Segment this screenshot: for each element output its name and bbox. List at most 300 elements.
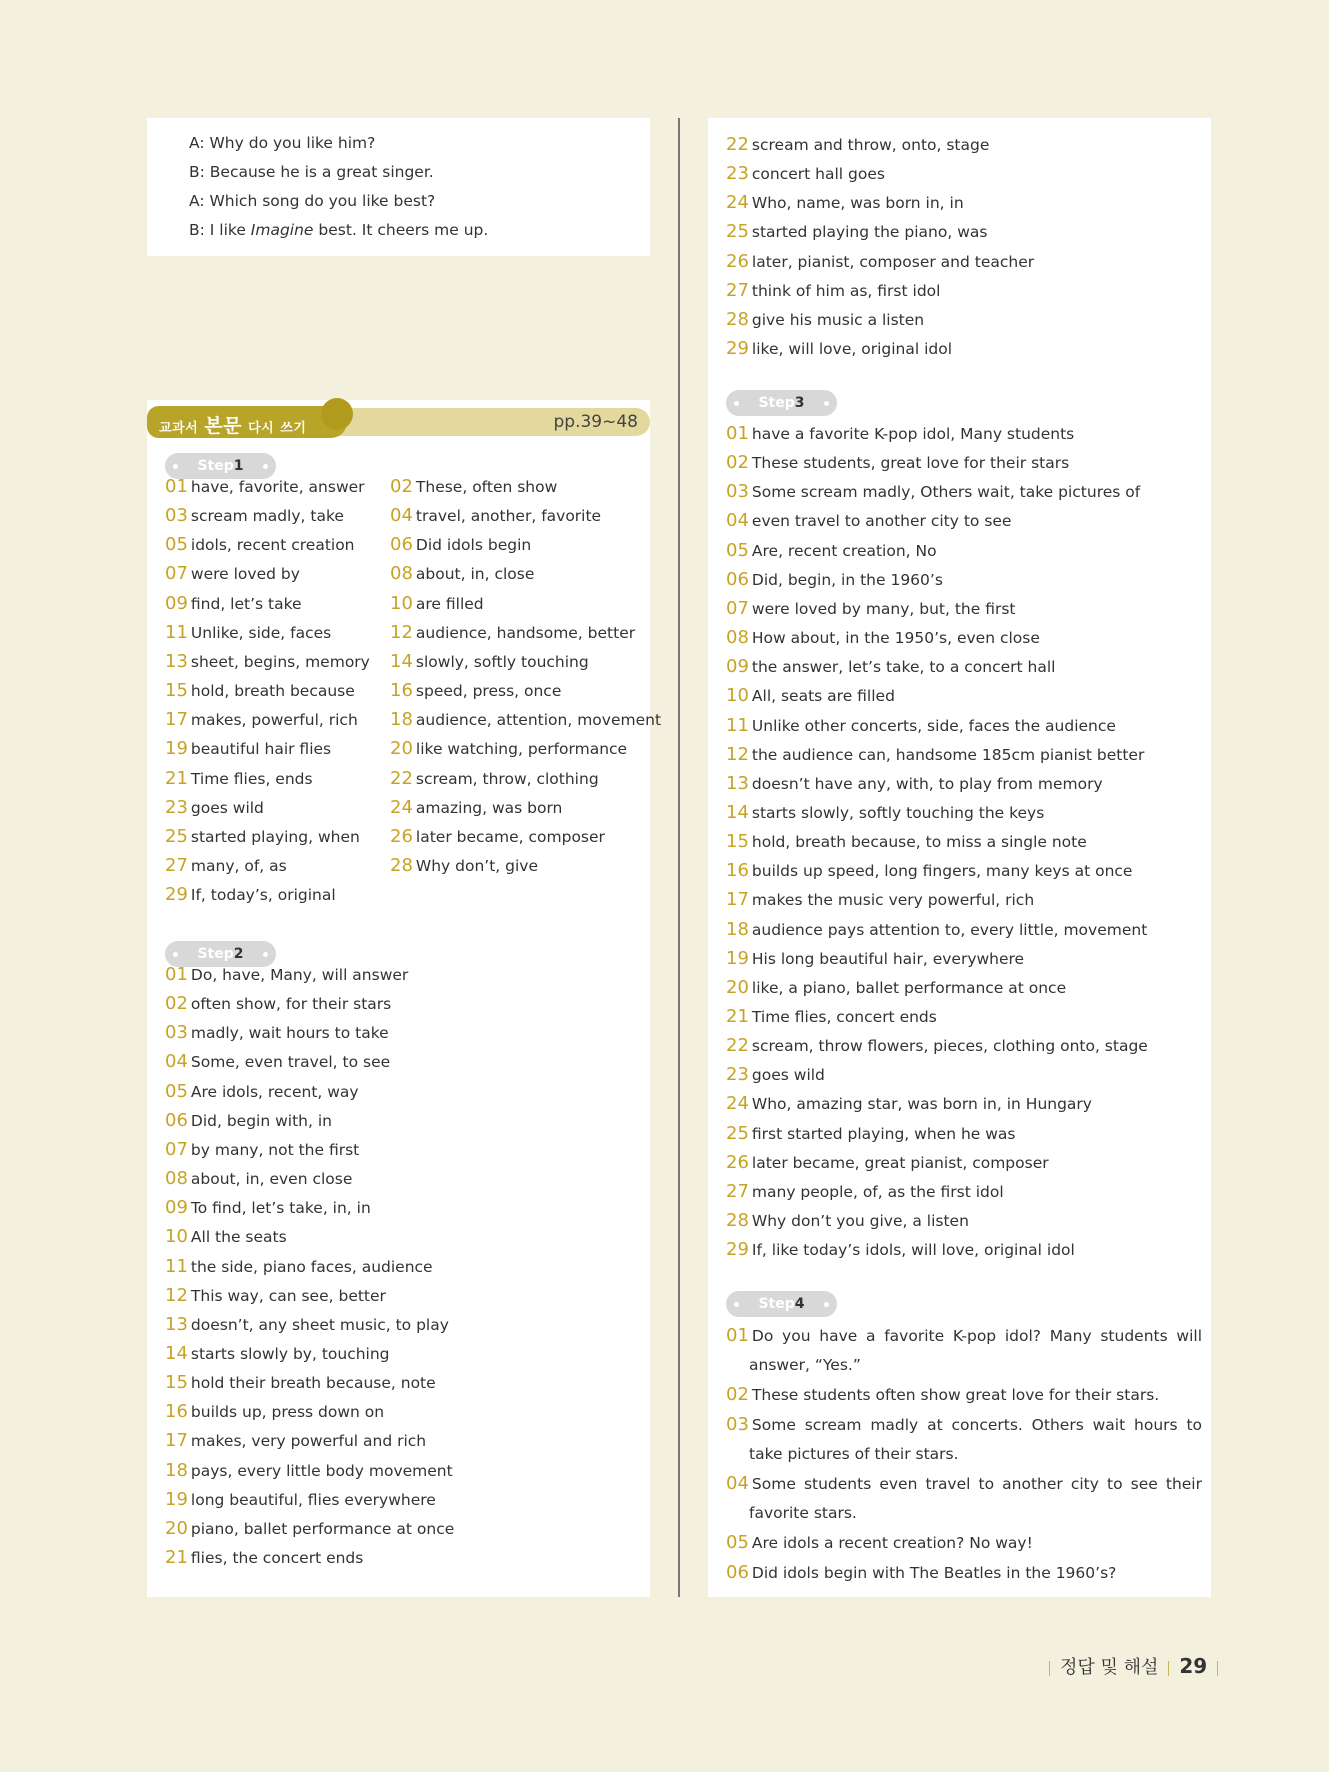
step2-item xyxy=(726,338,952,360)
item-text: sheet, begins, memory xyxy=(190,652,370,671)
step1-item xyxy=(165,884,336,906)
step1-item xyxy=(390,797,562,819)
item-text: idols, recent creation xyxy=(190,536,355,555)
item-text: If, today’s, original xyxy=(190,886,336,905)
item-text: Who, name, was born in, in xyxy=(751,194,964,213)
item-number: 29 xyxy=(165,884,188,906)
step4-item xyxy=(726,1321,1202,1380)
item-number: 24 xyxy=(726,1093,749,1115)
item-text: about, in, even close xyxy=(190,1170,353,1189)
dialogue-line xyxy=(189,129,375,158)
pill-dot xyxy=(824,401,829,406)
item-text: These students often show great love for their stars. xyxy=(751,1386,1160,1404)
item-text: started playing the piano, was xyxy=(751,223,988,242)
item-text: the side, piano faces, audience xyxy=(190,1257,433,1276)
item-number: 05 xyxy=(165,534,188,556)
item-text: Are, recent creation, No xyxy=(751,541,937,560)
item-number: 17 xyxy=(726,889,749,911)
item-text: hold, breath because, to miss a single note xyxy=(751,833,1087,852)
item-text: audience pays attention to, every little, movement xyxy=(751,920,1148,939)
item-number: 21 xyxy=(165,767,188,789)
step3-item xyxy=(726,598,1016,620)
step2-item xyxy=(165,1022,389,1044)
step3-item xyxy=(726,1123,1016,1145)
item-number: 23 xyxy=(165,796,188,818)
item-number: 19 xyxy=(165,738,188,760)
section-title-part-4: 쓰기 xyxy=(280,421,307,436)
item-text: Unlike other concerts, side, faces the audience xyxy=(751,716,1116,735)
step2-item xyxy=(165,1081,359,1103)
step1-item xyxy=(165,534,355,556)
step3-item xyxy=(726,627,1040,649)
step2-item xyxy=(165,1051,390,1073)
page-range: pp.39~48 xyxy=(553,412,638,432)
item-number: 18 xyxy=(390,709,413,731)
pill-dot xyxy=(734,401,739,406)
item-text: give his music a listen xyxy=(751,310,925,329)
item-number: 01 xyxy=(165,476,188,497)
step-prefix: Step xyxy=(197,946,234,962)
item-text: were loved by many, but, the first xyxy=(751,599,1016,618)
step3-item xyxy=(726,1093,1092,1115)
dialogue-text: B: I like xyxy=(189,221,251,239)
step3-item xyxy=(726,1239,1075,1261)
step2-item xyxy=(726,134,989,156)
item-text: beautiful hair flies xyxy=(190,740,332,759)
step4-item xyxy=(726,1558,1202,1588)
step3-item xyxy=(726,977,1066,999)
step2-item xyxy=(726,280,940,302)
step2-item xyxy=(165,1285,386,1307)
item-text: Did idols begin xyxy=(415,536,532,555)
step1-item xyxy=(165,768,313,790)
item-text: like, a piano, ballet performance at once xyxy=(751,978,1067,997)
pill-dot xyxy=(173,952,178,957)
step3-item xyxy=(726,1210,969,1232)
item-number: 07 xyxy=(165,563,188,585)
step2-item xyxy=(165,1343,390,1365)
item-number: 20 xyxy=(165,1517,188,1539)
item-text: long beautiful, flies everywhere xyxy=(190,1490,436,1509)
item-text: find, let’s take xyxy=(190,594,302,613)
step3-item xyxy=(726,423,1074,445)
item-text: scream, throw flowers, pieces, clothing onto, stage xyxy=(751,1037,1148,1056)
pill-dot xyxy=(173,464,178,469)
step1-item xyxy=(390,768,599,790)
step2-item xyxy=(165,1139,359,1161)
item-number: 22 xyxy=(726,1035,749,1057)
item-number: 24 xyxy=(726,192,749,214)
step2-item xyxy=(726,251,1034,273)
item-number: 15 xyxy=(165,680,188,702)
step1-item xyxy=(390,651,589,673)
item-number: 23 xyxy=(726,163,749,185)
item-number: 08 xyxy=(390,563,413,585)
dialogue-title-italic: Imagine xyxy=(250,221,314,239)
step3-item xyxy=(726,889,1034,911)
item-number: 18 xyxy=(726,918,749,940)
item-number: 23 xyxy=(726,1064,749,1086)
item-number: 21 xyxy=(726,1006,749,1027)
item-number: 14 xyxy=(390,650,413,672)
item-text: like, will love, original idol xyxy=(751,340,953,359)
item-text: How about, in the 1950’s, even close xyxy=(751,629,1040,648)
item-text: first started playing, when he was xyxy=(751,1124,1016,1143)
pill-dot xyxy=(263,464,268,469)
step2-item xyxy=(726,163,885,185)
item-number: 13 xyxy=(165,1313,188,1335)
item-number: 12 xyxy=(390,621,413,643)
step2-item xyxy=(165,1226,287,1248)
item-number: 12 xyxy=(726,743,749,765)
item-text: hold their breath because, note xyxy=(190,1374,436,1393)
step3-item xyxy=(726,1035,1148,1057)
step2-item xyxy=(165,993,391,1015)
item-text: are filled xyxy=(415,594,484,613)
item-text: even travel to another city to see xyxy=(751,512,1012,531)
item-text: speed, press, once xyxy=(415,682,562,701)
item-number: 06 xyxy=(390,534,413,556)
step3-item xyxy=(726,685,895,707)
footer-divider xyxy=(1049,1661,1050,1676)
item-number: 11 xyxy=(165,621,188,643)
item-number: 24 xyxy=(390,796,413,818)
step1-item xyxy=(390,826,605,848)
step-number: 2 xyxy=(233,946,244,962)
item-text: To find, let’s take, in, in xyxy=(190,1199,371,1218)
item-text: think of him as, first idol xyxy=(751,281,941,300)
item-text: Who, amazing star, was born in, in Hungary xyxy=(751,1095,1092,1114)
dialogue-text: B: Because he is a great singer. xyxy=(189,163,434,181)
step3-item xyxy=(726,540,937,562)
step3-item xyxy=(726,1006,937,1028)
dialogue-line xyxy=(189,216,488,245)
item-text: builds up speed, long fingers, many keys at once xyxy=(751,862,1133,881)
step3-item xyxy=(726,481,1140,503)
dialogue-text: A: Why do you like him? xyxy=(189,134,376,152)
item-number: 11 xyxy=(165,1255,188,1277)
item-number: 26 xyxy=(726,250,749,272)
item-number: 26 xyxy=(390,825,413,847)
item-number: 14 xyxy=(165,1342,188,1364)
item-number: 27 xyxy=(165,854,188,876)
step2-item xyxy=(165,1110,332,1132)
item-number: 17 xyxy=(165,709,188,731)
step1-item xyxy=(165,651,370,673)
item-number: 02 xyxy=(726,452,749,474)
item-number: 06 xyxy=(726,1562,749,1583)
item-number: 29 xyxy=(726,1239,749,1261)
step-number: 1 xyxy=(233,458,244,474)
step1-item xyxy=(165,476,365,498)
footer-divider xyxy=(1217,1661,1218,1676)
item-text: Are idols, recent, way xyxy=(190,1082,359,1101)
step2-item xyxy=(165,1547,363,1569)
section-title-part-3: 다시 xyxy=(248,421,275,436)
item-text: starts slowly by, touching xyxy=(190,1344,390,1363)
step1-item xyxy=(165,826,360,848)
item-number: 15 xyxy=(726,831,749,853)
item-text: about, in, close xyxy=(415,565,535,584)
item-number: 10 xyxy=(726,685,749,707)
step1-item xyxy=(390,534,531,556)
step1-item xyxy=(165,563,300,585)
item-number: 01 xyxy=(726,423,749,444)
item-number: 19 xyxy=(165,1488,188,1510)
item-number: 01 xyxy=(165,964,188,985)
footer-divider xyxy=(1168,1661,1169,1676)
item-number: 08 xyxy=(165,1168,188,1190)
item-number: 13 xyxy=(165,650,188,672)
step1-item xyxy=(390,680,561,702)
item-number: 29 xyxy=(726,338,749,360)
step1-item xyxy=(390,738,627,760)
page-number: 29 xyxy=(1179,1654,1208,1678)
dialogue-line xyxy=(189,187,435,216)
step3-item xyxy=(726,715,1116,737)
item-text: Did idols begin with The Beatles in the 1960’s? xyxy=(751,1564,1117,1582)
step2-item xyxy=(165,1197,371,1219)
item-text: makes the music very powerful, rich xyxy=(751,891,1035,910)
step2-item xyxy=(726,221,987,243)
item-number: 15 xyxy=(165,1372,188,1394)
item-text: slowly, softly touching xyxy=(415,652,589,671)
item-text: flies, the concert ends xyxy=(190,1549,364,1567)
item-text: audience, handsome, better xyxy=(415,623,636,642)
item-number: 04 xyxy=(726,510,749,532)
item-number: 10 xyxy=(390,592,413,614)
column-divider xyxy=(678,118,680,1597)
section-title-part-2: 본문 xyxy=(204,415,242,437)
item-number: 14 xyxy=(726,801,749,823)
item-text: Did, begin with, in xyxy=(190,1111,332,1130)
step1-item xyxy=(165,855,287,877)
item-text: scream madly, take xyxy=(190,507,344,526)
pill-dot xyxy=(263,952,268,957)
item-text: the answer, let’s take, to a concert hall xyxy=(751,658,1056,677)
section-banner xyxy=(147,406,650,436)
item-text: Time flies, ends xyxy=(190,769,313,788)
step-label-step3 xyxy=(726,390,837,416)
item-text: piano, ballet performance at once xyxy=(190,1519,455,1538)
item-text: by many, not the first xyxy=(190,1140,360,1159)
item-number: 06 xyxy=(165,1109,188,1131)
item-text: doesn’t have any, with, to play from memory xyxy=(751,774,1103,793)
step1-item xyxy=(165,680,355,702)
item-text: started playing, when xyxy=(190,827,360,846)
step-prefix: Step xyxy=(758,395,795,411)
step3-item xyxy=(726,1152,1049,1174)
step4-item xyxy=(726,1528,1202,1558)
step-number: 4 xyxy=(794,1296,805,1312)
item-text: later became, great pianist, composer xyxy=(751,1153,1049,1172)
item-text: This way, can see, better xyxy=(190,1286,386,1305)
step-label-step4 xyxy=(726,1291,837,1317)
item-number: 07 xyxy=(165,1138,188,1160)
item-text: have, favorite, answer xyxy=(190,478,365,496)
step2-item xyxy=(165,1489,436,1511)
item-text: many, of, as xyxy=(190,856,287,875)
step4-item xyxy=(726,1469,1202,1528)
step-prefix: Step xyxy=(197,458,234,474)
step3-item xyxy=(726,569,943,591)
item-number: 18 xyxy=(165,1459,188,1481)
step1-item xyxy=(165,738,331,760)
item-text: amazing, was born xyxy=(415,798,563,817)
item-text: His long beautiful hair, everywhere xyxy=(751,949,1025,968)
page-footer xyxy=(1039,1653,1228,1677)
step3-item xyxy=(726,452,1069,474)
step2-item xyxy=(165,1460,453,1482)
item-number: 03 xyxy=(726,481,749,503)
step2-item xyxy=(165,1372,436,1394)
item-number: 09 xyxy=(726,656,749,678)
item-number: 08 xyxy=(726,627,749,649)
step3-item xyxy=(726,919,1147,941)
item-number: 13 xyxy=(726,772,749,794)
item-text: have a favorite K-pop idol, Many students xyxy=(751,425,1075,443)
item-text: many people, of, as the first idol xyxy=(751,1182,1004,1201)
item-number: 17 xyxy=(165,1430,188,1452)
item-number: 02 xyxy=(390,476,413,497)
item-text: the audience can, handsome 185cm pianist better xyxy=(751,745,1145,764)
step3-item xyxy=(726,1181,1004,1203)
pill-dot xyxy=(824,1302,829,1307)
item-text: Some students even travel to another city to see their favorite stars. xyxy=(749,1475,1202,1522)
item-number: 03 xyxy=(165,505,188,527)
item-number: 11 xyxy=(726,714,749,736)
item-text: Do you have a favorite K-pop idol? Many students will answer, “Yes.” xyxy=(749,1327,1202,1374)
item-text: like watching, performance xyxy=(415,740,628,759)
item-number: 09 xyxy=(165,592,188,614)
item-text: travel, another, favorite xyxy=(415,507,602,526)
step2-item xyxy=(726,309,924,331)
step-prefix: Step xyxy=(758,1296,795,1312)
dialogue-line xyxy=(189,158,434,187)
item-text: pays, every little body movement xyxy=(190,1461,453,1480)
item-number: 07 xyxy=(726,597,749,619)
item-text: These, often show xyxy=(415,478,558,496)
item-text: All, seats are filled xyxy=(751,687,895,706)
step2-item xyxy=(165,1314,449,1336)
item-number: 02 xyxy=(726,1384,749,1405)
item-number: 06 xyxy=(726,568,749,590)
dialogue-text: best. It cheers me up. xyxy=(313,221,489,239)
item-number: 28 xyxy=(726,1210,749,1232)
item-text: madly, wait hours to take xyxy=(190,1024,389,1043)
pill-dot xyxy=(734,1302,739,1307)
item-text: Why don’t you give, a listen xyxy=(751,1212,969,1231)
item-text: Do, have, Many, will answer xyxy=(190,966,409,984)
step3-item xyxy=(726,510,1011,532)
step1-item xyxy=(390,709,661,731)
item-text: If, like today’s idols, will love, original idol xyxy=(751,1241,1075,1260)
item-number: 16 xyxy=(726,860,749,882)
step-number: 3 xyxy=(794,395,805,411)
step1-item xyxy=(390,593,484,615)
item-number: 27 xyxy=(726,279,749,301)
item-text: Are idols a recent creation? No way! xyxy=(751,1534,1033,1552)
item-text: Some scream madly at concerts. Others wait hours to take pictures of their stars. xyxy=(749,1416,1202,1463)
item-number: 01 xyxy=(726,1325,749,1346)
item-number: 21 xyxy=(165,1547,188,1568)
item-number: 03 xyxy=(726,1414,749,1435)
step1-item xyxy=(390,563,534,585)
step2-item xyxy=(165,1401,384,1423)
step3-item xyxy=(726,773,1103,795)
item-text: hold, breath because xyxy=(190,682,355,701)
step1-item xyxy=(390,622,635,644)
item-text: concert hall goes xyxy=(751,165,885,184)
item-text: goes wild xyxy=(751,1066,825,1085)
footer-label: 정답 및 해설 xyxy=(1060,1657,1159,1678)
item-number: 20 xyxy=(726,976,749,998)
step1-item xyxy=(165,593,302,615)
item-number: 28 xyxy=(390,854,413,876)
step1-item xyxy=(390,505,601,527)
item-number: 16 xyxy=(165,1401,188,1423)
item-number: 04 xyxy=(726,1473,749,1494)
item-text: Some scream madly, Others wait, take pictures of xyxy=(751,483,1141,502)
item-text: Some, even travel, to see xyxy=(190,1053,391,1072)
item-number: 05 xyxy=(726,539,749,561)
item-text: were loved by xyxy=(190,565,300,584)
item-number: 09 xyxy=(165,1197,188,1219)
item-number: 03 xyxy=(165,1022,188,1044)
step1-item xyxy=(390,855,538,877)
item-text: doesn’t, any sheet music, to play xyxy=(190,1315,449,1334)
item-text: later, pianist, composer and teacher xyxy=(751,252,1035,271)
item-text: scream and throw, onto, stage xyxy=(751,136,990,154)
step4-item xyxy=(726,1380,1202,1410)
step3-item xyxy=(726,656,1055,678)
item-number: 02 xyxy=(165,993,188,1015)
item-text: All the seats xyxy=(190,1228,287,1247)
item-number: 26 xyxy=(726,1151,749,1173)
item-number: 04 xyxy=(390,505,413,527)
step3-item xyxy=(726,802,1044,824)
item-number: 16 xyxy=(390,680,413,702)
item-text: These students, great love for their stars xyxy=(751,454,1070,473)
item-text: starts slowly, softly touching the keys xyxy=(751,803,1045,822)
item-text: scream, throw, clothing xyxy=(415,769,599,788)
step3-item xyxy=(726,948,1024,970)
item-number: 05 xyxy=(165,1080,188,1102)
step3-item xyxy=(726,744,1144,766)
step4-item xyxy=(726,1410,1202,1469)
item-text: often show, for their stars xyxy=(190,995,392,1014)
item-number: 25 xyxy=(165,825,188,847)
item-number: 25 xyxy=(726,1122,749,1144)
step2-item xyxy=(165,1430,426,1452)
step3-item xyxy=(726,1064,825,1086)
item-number: 28 xyxy=(726,308,749,330)
step3-item xyxy=(726,860,1132,882)
item-number: 22 xyxy=(726,134,749,155)
item-text: later became, composer xyxy=(415,827,605,846)
step2-item xyxy=(165,964,408,986)
item-number: 27 xyxy=(726,1180,749,1202)
item-number: 04 xyxy=(165,1051,188,1073)
item-text: Time flies, concert ends xyxy=(751,1008,937,1026)
dialogue-text: A: Which song do you like best? xyxy=(189,192,436,210)
item-text: Unlike, side, faces xyxy=(190,623,332,642)
step2-item xyxy=(165,1168,352,1190)
item-text: goes wild xyxy=(190,798,264,817)
step3-item xyxy=(726,831,1087,853)
item-number: 19 xyxy=(726,947,749,969)
section-title-part-1: 교과서 xyxy=(159,421,199,436)
